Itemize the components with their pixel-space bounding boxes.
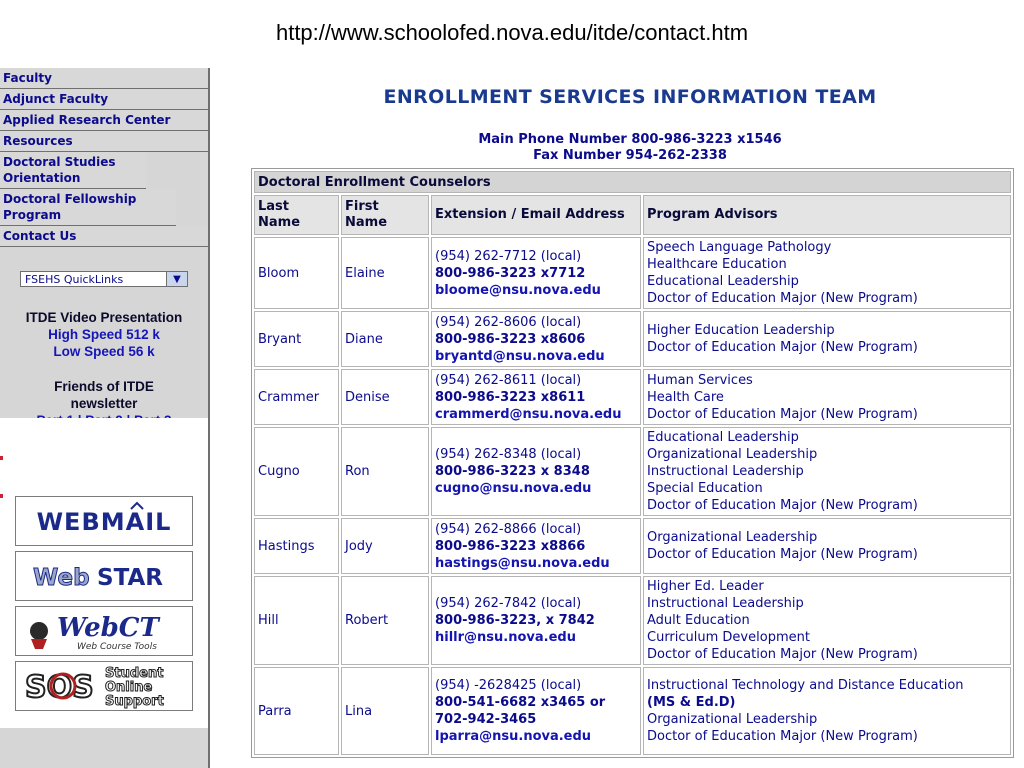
video-presentation-title: ITDE Video Presentation (25, 310, 183, 325)
local-phone: (954) 262-7712 (local) (435, 248, 582, 264)
last-name-cell: Parra (254, 667, 339, 755)
toll-free-phone: 800-986-3223 x8866 (435, 538, 586, 554)
table-row (254, 667, 1011, 755)
fax-number: Fax Number 954-262-2338 (533, 148, 727, 163)
last-name-cell: Hastings (254, 518, 339, 574)
friends-title-line1: Friends of ITDE (54, 379, 154, 394)
program-item: Organizational Leadership (647, 447, 818, 462)
program-item: Doctor of Education Major (New Program) (647, 647, 918, 662)
local-phone: (954) 262-8606 (local) (435, 314, 582, 330)
table-row (254, 427, 1011, 516)
table-caption: Doctoral Enrollment Counselors (254, 171, 1011, 193)
column-header-first-name: First Name (341, 195, 429, 235)
extension-cell (431, 237, 641, 309)
email-link[interactable]: cugno@nsu.nova.edu (435, 481, 592, 496)
nav-faculty[interactable]: Faculty (0, 68, 208, 89)
program-advisors-cell (643, 518, 1011, 574)
quicklinks-select[interactable] (20, 271, 188, 287)
program-item: Special Education (647, 481, 763, 496)
email-link[interactable]: bryantd@nsu.nova.edu (435, 348, 605, 364)
local-phone: (954) -2628425 (local) (435, 678, 582, 693)
svg-text:Web: Web (33, 565, 90, 591)
nav-doctoral-studies-orientation[interactable]: Doctoral Studies Orientation (0, 152, 146, 189)
enrollment-counselors-table (251, 168, 1014, 758)
sos-logo (17, 663, 191, 709)
email-link[interactable]: bloome@nsu.nova.edu (435, 282, 601, 298)
first-name-cell: Robert (341, 576, 429, 665)
extension-cell (431, 427, 641, 516)
friends-title-line2: newsletter (70, 396, 138, 411)
program-item: Organizational Leadership (647, 712, 818, 727)
svg-text:STAR: STAR (97, 565, 163, 591)
svg-text:Online: Online (105, 680, 153, 695)
program-item: Health Care (647, 389, 724, 405)
last-name-cell: Cugno (254, 427, 339, 516)
program-degree-note: (MS & Ed.D) (647, 695, 736, 710)
last-name-cell: Bryant (254, 311, 339, 367)
program-item: Doctor of Education Major (New Program) (647, 498, 918, 513)
svg-text:Support: Support (105, 694, 164, 709)
last-name-cell: Bloom (254, 237, 339, 309)
video-presentation-block (0, 309, 208, 360)
chevron-down-icon[interactable]: ▼ (166, 272, 187, 286)
email-link[interactable]: crammerd@nsu.nova.edu (435, 406, 622, 422)
first-name-cell: Lina (341, 667, 429, 755)
first-name-cell: Diane (341, 311, 429, 367)
program-item: Educational Leadership (647, 274, 799, 289)
last-name-cell: Hill (254, 576, 339, 665)
program-item: Healthcare Education (647, 257, 787, 272)
svg-text:Student: Student (105, 666, 164, 681)
extension-cell (431, 311, 641, 367)
program-item: Adult Education (647, 613, 750, 628)
contact-numbers (230, 132, 1024, 164)
first-name-cell: Denise (341, 369, 429, 425)
local-phone: (954) 262-7842 (local) (435, 596, 582, 611)
program-item: Instructional Leadership (647, 596, 804, 611)
video-high-speed-link[interactable]: High Speed 512 k (48, 327, 160, 342)
svg-text:WEBMAIL: WEBMAIL (36, 508, 172, 536)
webmail-logo (19, 501, 189, 541)
program-item: Human Services (647, 372, 753, 388)
program-item: Doctor of Education Major (New Program) (647, 291, 918, 306)
svg-text:WebCT: WebCT (57, 613, 159, 643)
svg-text:Web Course Tools: Web Course Tools (77, 642, 157, 652)
toll-free-phone: 800-986-3223 x 8348 (435, 464, 590, 479)
webmail-logo-link[interactable] (15, 496, 193, 546)
toll-free-phone: 800-541-6682 x3465 or 702-942-3465 (435, 695, 606, 727)
toll-free-phone: 800-986-3223 x8606 (435, 331, 586, 347)
first-name-cell: Ron (341, 427, 429, 516)
edge-marker (0, 456, 3, 460)
webstar-logo (19, 556, 189, 596)
edge-marker (0, 494, 3, 498)
table-row (254, 576, 1011, 665)
extension-cell (431, 518, 641, 574)
local-phone: (954) 262-8611 (local) (435, 372, 582, 388)
program-item: Doctor of Education Major (New Program) (647, 340, 918, 355)
toll-free-phone: 800-986-3223 x7712 (435, 265, 586, 281)
program-item: Educational Leadership (647, 430, 799, 445)
nav-contact-us[interactable]: Contact Us (0, 226, 208, 247)
email-link[interactable]: lparra@nsu.nova.edu (435, 729, 592, 744)
webct-logo-link[interactable] (15, 606, 193, 656)
table-row (254, 369, 1011, 425)
program-advisors-cell (643, 576, 1011, 665)
program-item: Speech Language Pathology (647, 240, 832, 255)
first-name-cell: Jody (341, 518, 429, 574)
video-low-speed-link[interactable]: Low Speed 56 k (53, 344, 155, 359)
program-item: Doctor of Education Major (New Program) (647, 547, 918, 562)
program-item: Instructional Technology and Distance Education (647, 678, 964, 693)
quicklinks-selected-value: FSEHS QuickLinks (25, 272, 124, 286)
toll-free-phone: 800-986-3223, x 7842 (435, 613, 595, 628)
first-name-cell: Elaine (341, 237, 429, 309)
table-row (254, 237, 1011, 309)
local-phone: (954) 262-8348 (local) (435, 447, 582, 462)
main-phone-number: Main Phone Number 800-986-3223 x1546 (478, 132, 782, 147)
extension-cell (431, 576, 641, 665)
program-advisors-cell (643, 311, 1011, 367)
nav-resources[interactable]: Resources (0, 131, 208, 152)
nav-adjunct-faculty[interactable]: Adjunct Faculty (0, 89, 208, 110)
nav-doctoral-fellowship-program[interactable]: Doctoral Fellowship Program (0, 189, 176, 226)
svg-text:SOS: SOS (25, 670, 94, 705)
extension-cell (431, 667, 641, 755)
email-link[interactable]: hastings@nsu.nova.edu (435, 555, 610, 571)
column-header-program-advisors: Program Advisors (643, 195, 1011, 235)
program-item: Organizational Leadership (647, 530, 818, 545)
program-advisors-cell (643, 237, 1011, 309)
program-advisors-cell (643, 369, 1011, 425)
column-header-extension-email: Extension / Email Address (431, 195, 641, 235)
program-item: Doctor of Education Major (New Program) (647, 729, 918, 744)
program-item: Higher Education Leadership (647, 323, 835, 338)
page-title: ENROLLMENT SERVICES INFORMATION TEAM (383, 86, 877, 108)
column-header-last-name: Last Name (254, 195, 339, 235)
program-advisors-cell (643, 427, 1011, 516)
program-item: Doctor of Education Major (New Program) (647, 406, 918, 422)
email-link[interactable]: hillr@nsu.nova.edu (435, 630, 576, 645)
last-name-cell: Crammer (254, 369, 339, 425)
program-advisors-cell (643, 667, 1011, 755)
table-row (254, 518, 1011, 574)
local-phone: (954) 262-8866 (local) (435, 521, 582, 537)
program-item: Instructional Leadership (647, 464, 804, 479)
program-item: Curriculum Development (647, 630, 810, 645)
webstar-logo-link[interactable] (15, 551, 193, 601)
toll-free-phone: 800-986-3223 x8611 (435, 389, 586, 405)
extension-cell (431, 369, 641, 425)
sos-logo-link[interactable] (15, 661, 193, 711)
webct-logo (19, 609, 189, 653)
page-url-caption: http://www.schoolofed.nova.edu/itde/contact.htm (275, 20, 749, 45)
program-item: Higher Ed. Leader (647, 579, 764, 594)
nav-applied-research-center[interactable]: Applied Research Center (0, 110, 208, 131)
table-row (254, 311, 1011, 367)
